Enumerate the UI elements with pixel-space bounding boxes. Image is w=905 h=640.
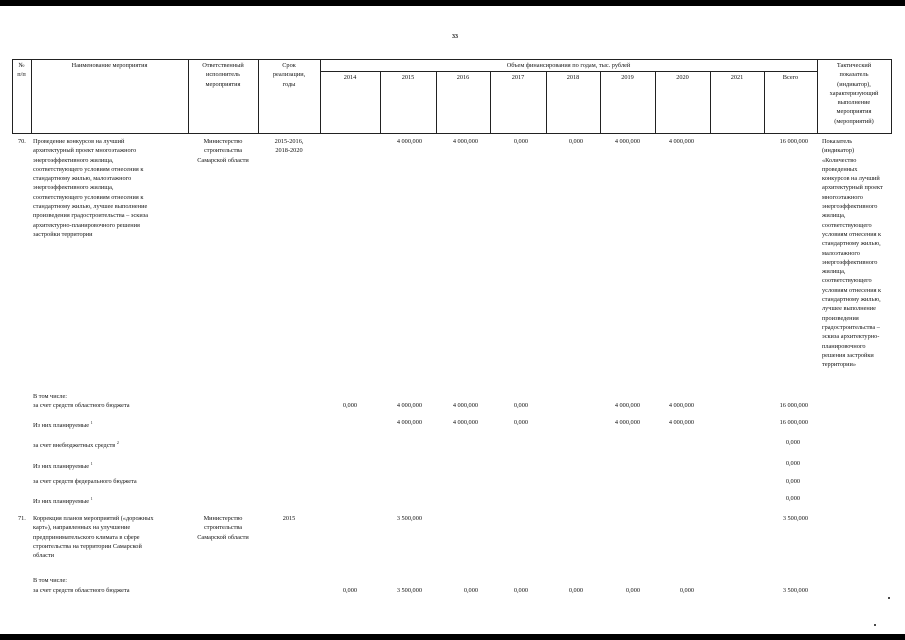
footnote-mark: 1 — [90, 420, 93, 425]
implementation-period: 2015 — [282, 515, 296, 522]
value-2019: 4 000,000 — [614, 419, 640, 426]
value-total: 0,000 — [785, 478, 800, 485]
activity-name: Коррекция планов мероприятий («дорожных карт»), направленных на улучшение предпринимательского климата в сфере строительства на территории Самарской области — [33, 515, 154, 560]
value-total: 3 500,000 — [782, 587, 808, 594]
source-label: за счет средств федерального бюджета — [33, 478, 137, 485]
value-2014: 0,000 — [342, 587, 357, 594]
value-2017: 0,000 — [513, 402, 528, 409]
value-total: 3 500,000 — [782, 515, 808, 522]
value-2020: 4 000,000 — [668, 402, 694, 409]
value-total: 0,000 — [785, 495, 800, 502]
row-number: 70. — [18, 138, 26, 145]
value-2016: 4 000,000 — [452, 402, 478, 409]
source-label — [33, 459, 93, 471]
header-year: 2015 — [401, 74, 415, 81]
source-label-text: Из них планируемые — [33, 422, 90, 430]
header-year: 2016 — [456, 74, 470, 81]
value-2016: 4 000,000 — [452, 138, 478, 145]
value-total: 0,000 — [785, 439, 800, 446]
source-label — [33, 438, 119, 450]
footnote-mark: 1 — [90, 461, 93, 466]
value-2019: 4 000,000 — [614, 402, 640, 409]
value-2018: 0,000 — [568, 138, 583, 145]
header-year: 2019 — [621, 74, 634, 81]
implementation-period: 2015-2016, 2018-2020 — [274, 138, 304, 155]
bottom-scan-border — [0, 634, 905, 640]
header-funding: Объем финансирования по годам, тыс. рублей — [506, 62, 631, 69]
value-2017: 0,000 — [513, 587, 528, 594]
value-total: 16 000,000 — [779, 138, 808, 145]
value-2015: 4 000,000 — [396, 402, 422, 409]
header-year: 2017 — [511, 74, 525, 81]
top-scan-border — [0, 0, 905, 6]
header-bottom-border — [12, 133, 892, 134]
source-label-text: за счет внебюджетных средств — [33, 442, 116, 450]
value-total: 16 000,000 — [779, 402, 808, 409]
header-year: 2014 — [343, 74, 357, 81]
source-label: за счет средств областного бюджета — [33, 402, 130, 409]
value-2017: 0,000 — [513, 419, 528, 426]
value-total: 16 000,000 — [779, 419, 808, 426]
scan-speck — [888, 597, 890, 599]
value-2018: 0,000 — [568, 587, 583, 594]
page-number: 33 — [452, 34, 458, 40]
value-2015: 3 500,000 — [396, 587, 422, 594]
value-2020: 4 000,000 — [668, 419, 694, 426]
value-2019: 0,000 — [625, 587, 640, 594]
table-top-border — [12, 59, 892, 60]
header-indicator: Тактический показатель (индикатор), характеризующий выполнение мероприятия (мероприятий) — [829, 62, 879, 125]
value-2020: 0,000 — [679, 587, 694, 594]
scan-speck — [874, 624, 876, 626]
including-label: В том числе: — [33, 393, 68, 400]
row-number: 71. — [18, 515, 26, 522]
header-year: 2018 — [566, 74, 580, 81]
source-label-text: Из них планируемые — [33, 463, 90, 471]
including-label: В том числе: — [33, 577, 68, 584]
footnote-mark: 2 — [116, 440, 119, 445]
value-total: 0,000 — [785, 460, 800, 467]
source-label — [33, 494, 93, 506]
value-2016: 4 000,000 — [452, 419, 478, 426]
value-2019: 4 000,000 — [614, 138, 640, 145]
activity-name: Проведение конкурсов на лучший архитектурный проект многоэтажного энергоэффективного жилища, соответствующего условиям отнесения к стандартному жилью, малоэтажного энергоэффективного жилища, соответствующего условиям отнесения к стандартному жилью, лучшее выполнение произведения градостроительства – эскиза архитектурно-планировочного решения застройки территории — [33, 138, 149, 238]
header-executor: Ответственный исполнитель мероприятия — [202, 62, 244, 88]
value-2015: 4 000,000 — [396, 419, 422, 426]
value-2014: 0,000 — [342, 402, 357, 409]
header-year: 2021 — [730, 74, 744, 81]
value-2015: 4 000,000 — [396, 138, 422, 145]
responsible-executor: Министерство строительства Самарской области — [197, 515, 249, 541]
header-total: Всего — [782, 74, 799, 81]
value-2016: 0,000 — [463, 587, 478, 594]
col-line — [891, 59, 892, 134]
funding-subheader-line — [320, 71, 817, 72]
value-2015: 3 500,000 — [396, 515, 422, 522]
responsible-executor: Министерство строительства Самарской области — [197, 138, 249, 164]
header-year: 2020 — [676, 74, 689, 81]
value-2017: 0,000 — [513, 138, 528, 145]
source-label — [33, 418, 93, 430]
header-name: Наименование мероприятия — [71, 62, 148, 69]
value-2020: 4 000,000 — [668, 138, 694, 145]
indicator-text: Показатель (индикатор) «Количество проведенных конкурсов на лучший архитектурный проект многоэтажного энергоэффективного жилища, соответствующего условиям отнесения к стандартному жилью, малоэтажного энергоэффективного жилища, соответствующего условиям отнесения к стандартному жилью, лучшее выполнение произведения градостроительства – эскиза архитектурно- планировочного решения застройки территории» — [822, 138, 883, 369]
source-label: за счет средств областного бюджета — [33, 587, 130, 594]
footnote-mark: 1 — [90, 496, 93, 501]
source-label-text: Из них планируемые — [33, 498, 90, 506]
header-period: Срок реализации, годы — [272, 62, 306, 88]
header-num: № п/п — [17, 62, 26, 79]
